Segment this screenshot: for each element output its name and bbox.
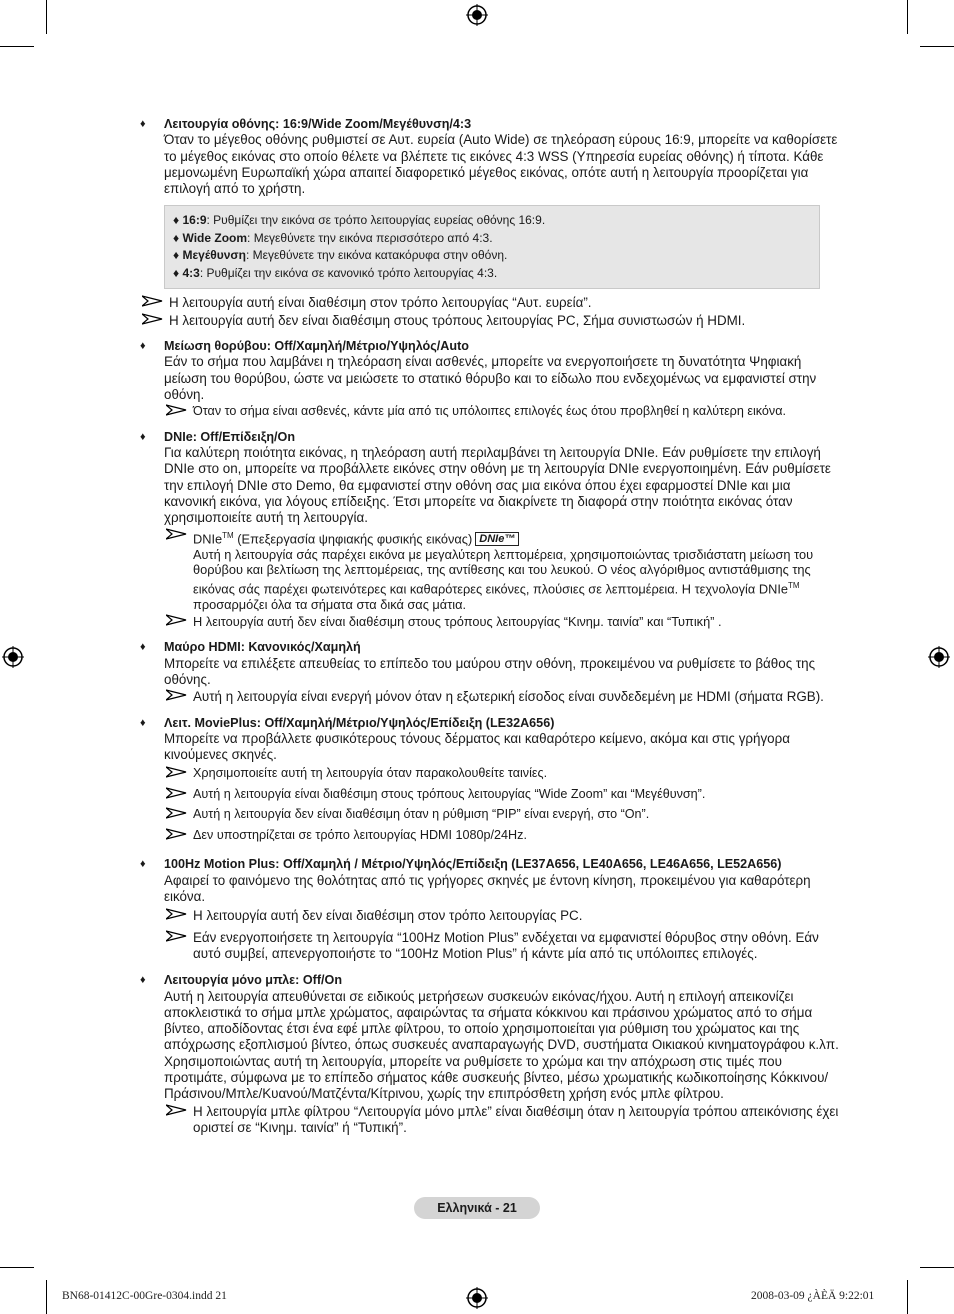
section-heading: Λειτουργία οθόνης: 16:9/Wide Zoom/Μεγέθυνση/4:3 (164, 117, 472, 131)
note (140, 766, 840, 782)
note (140, 295, 840, 311)
note-text: Η λειτουργία αυτή δεν είναι διαθέσιμη στους τρόπους λειτουργίας “Κινημ. ταινία” και “Τυπική” . (193, 614, 722, 630)
note-arrow-icon (166, 806, 188, 820)
dnie-note-lead (193, 528, 840, 547)
diamond-bullet-icon: ♦ (140, 641, 146, 654)
info-box-text: : Ρυθμίζει την εικόνα σε τρόπο λειτουργίας ευρείας οθόνης 16:9. (206, 213, 546, 228)
section-body: Αφαιρεί το φαινόμενο της θολότητας από τις γρήγορες σκηνές με έντονη κίνηση, προκειμένου για καθαρότερη εικόνα. (164, 872, 811, 905)
diamond-bullet-icon: ♦ (140, 430, 146, 443)
note-text: Χρησιμοποιείτε αυτή τη λειτουργία όταν παρακολουθείτε ταινίες. (193, 766, 548, 781)
footer-file-info: BN68-01412C-00Gre-0304.indd 21 (62, 1290, 227, 1302)
section-heading: Λειτουργία μόνο μπλε: Off/On (164, 973, 343, 988)
diamond-bullet-icon: ♦ (140, 716, 146, 729)
section-body-2: Χρησιμοποιώντας αυτή τη λειτουργία, μπορείτε να ρυθμίσετε το χρώμα και την απόχρωση στις τιμές που προτιμάτε, σύμφωνα με το επίπεδο σήματος κάθε συσκευής βίντεο, μέσω χρωματικής κωδικοποίησης Κόκκινου/Πράσινου/Μπλε/Κυανού/Ματζέντα/Κίτρινου, χωρίς την επιπρόσθετη χρήση ενός μπλε φίλτρου. (164, 1053, 829, 1102)
info-box-item: ♦ Wide Zoom: Μεγεθύνετε την εικόνα περισσότερο από 4:3. (173, 230, 493, 245)
info-box-text: : Μεγεθύνετε την εικόνα κατακόρυφα στην οθόνη. (245, 248, 508, 263)
dnie-lead-rest: (Επεξεργασία ψηφιακής φυσικής εικόνας) (233, 530, 473, 546)
trademark-mark: TM (222, 530, 234, 540)
dnie-lead-text: DNIe (193, 530, 223, 546)
section-body: Μπορείτε να επιλέξετε απευθείας το επίπεδο του μαύρου στην οθόνη, προκειμένου να ρυθμίσετε το βάθος της οθόνης. (164, 655, 816, 687)
section-heading: Λειτ. MoviePlus: Off/Χαμηλή/Μέτριο/Υψηλός/Επίδειξη (LE32A656) (164, 715, 555, 730)
note-arrow-icon (166, 827, 188, 841)
note-text: Αυτή η λειτουργία είναι διαθέσιμη στους τρόπους λειτουργίας “Wide Zoom” και “Μεγέθυνση”. (193, 786, 706, 801)
note (140, 528, 840, 614)
trademark-mark: TM (788, 581, 800, 591)
section-dnie (140, 429, 840, 631)
note-arrow-icon (166, 929, 188, 943)
note-text: Αυτή η λειτουργία είναι ενεργή μόνον όταν η εξωτερική είσοδος είναι συνδεδεμένη με HDMI (σήματα RGB). (193, 689, 824, 705)
note (140, 807, 840, 823)
info-box-key: 4:3 (182, 265, 200, 280)
info-box-item: ♦ Μεγέθυνση: Μεγεθύνετε την εικόνα κατακόρυφα στην οθόνη. (173, 248, 508, 263)
section-noise-reduction (140, 338, 840, 420)
note-arrow-icon (142, 294, 164, 308)
note (140, 787, 840, 803)
section-screen-mode (140, 116, 840, 197)
info-box-item: ♦ 4:3: Ρυθμίζει την εικόνα σε κανονικό τρόπο λειτουργίας 4:3. (173, 265, 498, 280)
crop-mark (920, 46, 954, 47)
note-arrow-icon (166, 688, 188, 702)
note (140, 313, 840, 329)
section-heading: Μαύρο HDMI: Κανονικός/Χαμηλή (164, 640, 361, 655)
diamond-bullet-icon: ♦ (140, 118, 146, 130)
crop-mark (907, 1280, 908, 1314)
note-arrow-icon (166, 765, 188, 779)
info-box-text: : Μεγεθύνετε την εικόνα περισσότερο από 4:3. (247, 230, 493, 245)
page-number-badge: Ελληνικά - 21 (414, 1197, 540, 1219)
crop-mark (46, 0, 47, 34)
note-arrow-icon (142, 312, 164, 326)
note (140, 404, 840, 420)
section-body: Όταν το μέγεθος οθόνης ρυθμιστεί σε Αυτ. ευρεία (Auto Wide) σε τηλεόραση εύρους 16:9, μπορείτε να καθορίσετε το μέγεθος εικόνας στο οποίο θέλετε να βλέπετε τις εικόνες 4:3 WSS (Υπηρεσία ευρείας οθόνης) ή τίποτα. Κάθε μεμονωμένη Ευρωπαϊκή χώρα απαιτεί διαφορετικό μέγεθος εικόνας, οπότε αυτή η λειτουργία προορίζεται για επιλογή από το χρήστη. (164, 132, 838, 197)
note-text: Εάν ενεργοποιήσετε τη λειτουργία “100Hz Motion Plus” ενδέχεται να εμφανιστεί θόρυβος στην οθόνη. Εάν αυτό συμβεί, απενεργοποιήστε το “100Hz Motion Plus” ή κάντε μία από τις υπόλοιπες επιλογές. (193, 929, 819, 961)
section-body: Εάν το σήμα που λαμβάνει η τηλεόραση είναι ασθενές, μπορείτε να ενεργοποιήσετε τη δυνατότητα Ψηφιακή μείωση του θορύβου, ώστε να μειώσετε το στατικό θόρυβο και το είδωλο που ενδεχομένως να εμφανιστεί στην οθόνη. (164, 354, 817, 402)
crop-mark (0, 46, 34, 47)
note-text: Όταν το σήμα είναι ασθενές, κάντε μία από τις υπόλοιπες επιλογές έως ότου προβληθεί η καλύτερη εικόνα. (193, 404, 786, 419)
note (140, 908, 840, 924)
note-text: Η λειτουργία αυτή είναι διαθέσιμη στον τρόπο λειτουργίας “Αυτ. ευρεία”. (169, 295, 592, 311)
section-heading: 100Hz Motion Plus: Off/Χαμηλή / Μέτριο/Υψηλός/Επίδειξη (LE37A656, LE40A656, LE46A656, LE52A656) (164, 857, 782, 872)
note-text: Αυτή η λειτουργία δεν είναι διαθέσιμη όταν η ρύθμιση “PIP” είναι ενεργή, στο “On”. (193, 807, 650, 822)
note (140, 930, 840, 963)
dnie-logo-badge: DNIe™ (475, 532, 519, 546)
crop-mark (907, 0, 908, 34)
section-100hz-motion-plus (140, 856, 840, 962)
note (140, 1104, 840, 1137)
note-arrow-icon (166, 403, 188, 417)
note-arrow-icon (166, 613, 188, 627)
note-text: Η λειτουργία μπλε φίλτρου “Λειτουργία μόνο μπλε” είναι διαθέσιμη όταν η λειτουργία τρόπου απεικόνισης έχει οριστεί σε “Κινημ. ταινία” ή “Τυπική”. (193, 1103, 839, 1135)
registration-mark-icon (466, 4, 488, 26)
section-blue-only (140, 972, 840, 1136)
diamond-bullet-icon: ♦ (140, 858, 146, 871)
info-box-text: : Ρυθμίζει την εικόνα σε κανονικό τρόπο λειτουργίας 4:3. (199, 265, 498, 280)
note-text: Η λειτουργία αυτή δεν είναι διαθέσιμη στους τρόπους λειτουργίας PC, Σήμα συνιστωσών ή HDMI. (169, 312, 746, 328)
diamond-bullet-icon: ♦ (140, 974, 146, 987)
section-heading: DNIe: Off/Επίδειξη/On (164, 429, 296, 444)
footer-timestamp: 2008-03-09 ¿ÀÈÄ 9:22:01 (751, 1290, 875, 1302)
registration-mark-icon (466, 1287, 488, 1309)
dnie-text-2: προσαρμόζει όλα τα σήματα στα δικά σας μάτια. (193, 597, 467, 613)
note-arrow-icon (166, 786, 188, 800)
section-movieplus (140, 715, 840, 844)
info-box (164, 205, 820, 289)
info-box-item: ♦ 16:9: Ρυθμίζει την εικόνα σε τρόπο λειτουργίας ευρείας οθόνης 16:9. (173, 213, 546, 228)
section-heading: Μείωση θορύβου: Off/Χαμηλή/Μέτριο/Υψηλός/Auto (164, 339, 469, 354)
note (140, 689, 840, 705)
section-body: Αυτή η λειτουργία απευθύνεται σε ειδικούς μετρήσεων συσκευών εικόνας/ήχου. Αυτή η επιλογή απεικονίζει αποκλειστικά το σήμα μπλε χρώματος, αφαιρώντας τα σήματα κόκκινου και πράσινου χρώματος από το σήμα βίντεο, αποδίδοντας έτσι ένα εφέ μπλε φίλτρου, το οποίο χρησιμοποιείται για ρύθμιση του χρώματος και της απόχρωσης εξοπλισμού βίντεο, όπως συσκευές αναπαραγωγής DVD, συστήματα Οικιακού κινηματογράφου κ.λπ. (164, 988, 839, 1053)
crop-mark (46, 1280, 47, 1314)
section-body: Μπορείτε να προβάλλετε φυσικότερους τόνους δέρματος και καθαρότερο κείμενο, ακόμα και στις γρήγορα κινούμενες σκηνές. (164, 730, 790, 763)
dnie-note-body (193, 547, 840, 613)
note (140, 614, 840, 630)
note-arrow-icon (166, 1103, 188, 1117)
info-box-key: Μεγέθυνση (182, 248, 246, 263)
note-text: Δεν υποστηρίζεται σε τρόπο λειτουργίας HDMI 1080p/24Hz. (193, 827, 527, 842)
note-arrow-icon (166, 527, 188, 541)
info-box-key: Wide Zoom (182, 230, 248, 245)
diamond-bullet-icon: ♦ (140, 340, 146, 353)
registration-mark-icon (928, 646, 950, 668)
crop-mark (0, 1267, 34, 1268)
section-body: Για καλύτερη ποιότητα εικόνας, η τηλεόραση αυτή περιλαμβάνει τη λειτουργία DNIe. Εάν ρυθμίσετε την επιλογή DNIe στο on, μπορείτε να προβάλλετε εικόνες στην οθόνη με τη λειτουργία DNIe ενεργοποιημένη. Εάν ρυθμίσετε την επιλογή DNIe στο Demo, θα εμφανιστεί στην οθόνη σας μια εικόνα όπου έχει εφαρμοστεί DNIe και μια κανονική εικόνα, για λόγους επίδειξης. Έτσι μπορείτε να διακρίνετε τη διαφορά στην ποιότητα εικόνας όταν χρησιμοποιείτε αυτή τη λειτουργία. (164, 445, 831, 526)
note (140, 828, 840, 844)
dnie-text-1: Αυτή η λειτουργία σάς παρέχει εικόνα με μεγαλύτερη λεπτομέρεια, χρησιμοποιώντας τρισδιάστατη μείωση του θορύβου και βελτίωση της λεπτομέρειας, της αντίθεσης και του λευκού. Ο νέος αλγόριθμος αντιστάθμισης της εικόνας σάς παρέχει φωτεινότερες και καθαρότερες εικόνες, πλούσιες σε λεπτομέρεια. Η τεχνολογία DNIe (193, 546, 814, 597)
crop-mark (920, 1267, 954, 1268)
info-box-key: 16:9 (182, 213, 207, 228)
note-text: Η λειτουργία αυτή δεν είναι διαθέσιμη στον τρόπο λειτουργίας PC. (193, 908, 583, 924)
page-content (140, 116, 840, 1145)
section-hdmi-black (140, 639, 840, 705)
note-arrow-icon (166, 907, 188, 921)
registration-mark-icon (2, 646, 24, 668)
